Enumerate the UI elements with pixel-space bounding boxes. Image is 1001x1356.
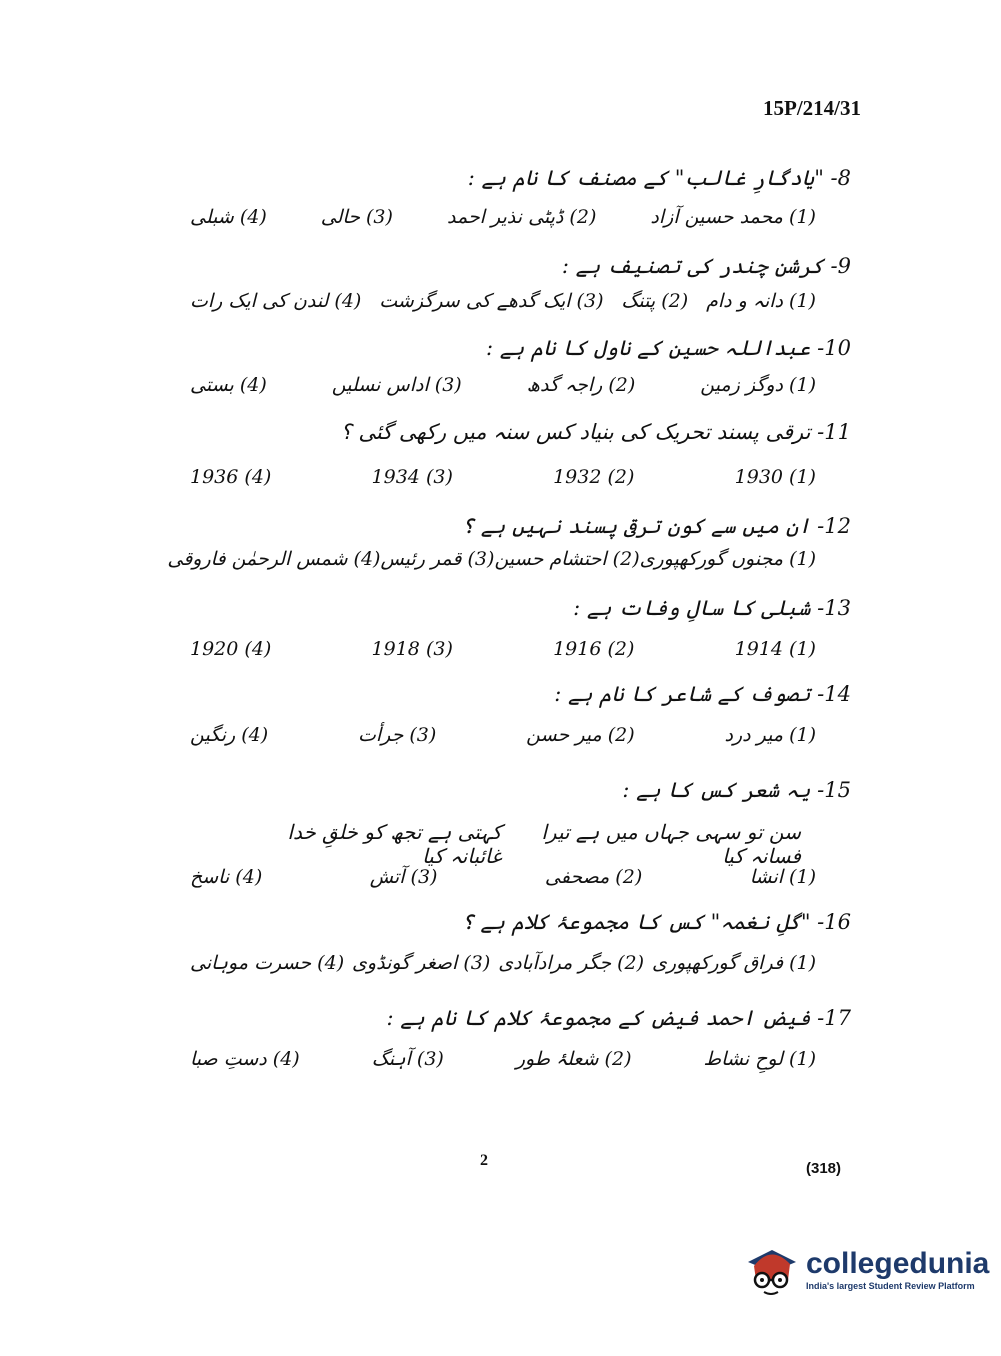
option: (2) شعلۂ طور	[515, 1048, 632, 1070]
question-12: 12- ان میں سے کون ترقی پسند نہیں ہے ؟	[461, 514, 851, 538]
question-11: 11- ترقی پسند تحریک کی بنیاد کس سنہ میں رکھی گئی ؟	[340, 420, 851, 444]
option: (3) 1934	[371, 466, 453, 488]
verse-line: کہتی ہے تجھ کو خلقِ خدا غائبانہ کیا	[287, 820, 502, 868]
option: (2) 1916	[553, 638, 635, 660]
option: (2) مصحفی	[544, 866, 643, 888]
option: (3) ایک گدھے کی سرگزشت	[379, 290, 604, 312]
option: (4) 1920	[190, 638, 272, 660]
option: (1) انشا	[749, 866, 816, 888]
question-14: 14- تصوف کے شاعر کا نام ہے :	[554, 682, 851, 706]
option: (4) حسرت موہانی	[190, 952, 345, 974]
option: (2) میر حسن	[526, 724, 635, 746]
student-mascot-icon	[742, 1240, 800, 1300]
question-15: 15- یہ شعر کس کا ہے :	[622, 778, 851, 802]
option: (3) جرأت	[357, 724, 437, 746]
question-8-options	[190, 206, 816, 228]
question-12-options	[167, 548, 816, 570]
option: (1) لوحِ نشاط	[703, 1048, 816, 1070]
question-10-options	[190, 374, 816, 396]
option: (4) رنگین	[190, 724, 269, 746]
question-9: 9- کرشن چندر کی تصنیف ہے :	[561, 254, 851, 278]
question-16-options	[190, 952, 816, 974]
option: (4) لندن کی ایک رات	[190, 290, 362, 312]
option: (1) محمد حسین آزاد	[650, 206, 816, 228]
question-17: 17- فیض احمد فیض کے مجموعۂ کلام کا نام ہے :	[386, 1006, 851, 1030]
option: (4) 1936	[190, 466, 272, 488]
question-9-options	[190, 290, 816, 312]
option: (3) اداس نسلیں	[331, 374, 462, 396]
option: (2) ڈپٹی نذیر احمد	[446, 206, 597, 228]
option: (3) اصغر گونڈوی	[352, 952, 491, 974]
option: (3) 1918	[371, 638, 453, 660]
option: (1) 1930	[734, 466, 816, 488]
question-15-verse	[241, 820, 801, 868]
option: (4) شمس الرحمٰن فاروقی	[167, 548, 381, 570]
option: (1) دوگز زمین	[700, 374, 816, 396]
verse-line: سن تو سہی جہاں میں ہے تیرا فسانہ کیا	[541, 820, 801, 868]
option: (2) پتنگ	[621, 290, 689, 312]
page-number: 2	[480, 1152, 488, 1169]
question-8: 8- "یادگارِ غالب" کے مصنف کا نام ہے :	[467, 166, 851, 190]
option: (1) مجنوں گورکھپوری	[639, 548, 816, 570]
form-code: (318)	[806, 1160, 842, 1177]
paper-code: 15P/214/31	[763, 96, 861, 120]
option: (3) قمر رئیس	[380, 548, 495, 570]
question-13-options	[190, 638, 816, 660]
watermark-brand: collegedunia	[806, 1247, 990, 1280]
option: (2) احتشام حسین	[494, 548, 640, 570]
option: (4) ناسخ	[190, 866, 263, 888]
option: (3) حالی	[320, 206, 393, 228]
option: (1) میر درد	[724, 724, 816, 746]
watermark-tagline: India's largest Student Review Platform	[806, 1281, 975, 1291]
option: (2) 1932	[553, 466, 635, 488]
option: (4) شبلی	[190, 206, 267, 228]
option: (1) 1914	[734, 638, 816, 660]
watermark[interactable]	[742, 1240, 989, 1300]
option: (4) دستِ صبا	[190, 1048, 300, 1070]
question-13: 13- شبلی کا سالِ وفات ہے :	[573, 596, 851, 620]
option: (1) دانہ و دام	[706, 290, 816, 312]
option: (4) بستی	[190, 374, 267, 396]
question-16: 16- "گلِ نغمہ" کس کا مجموعۂ کلام ہے ؟	[461, 910, 851, 934]
option: (3) آتش	[369, 866, 438, 888]
question-14-options	[190, 724, 816, 746]
question-10: 10- عبداللہ حسین کے ناول کا نام ہے :	[485, 336, 851, 360]
question-17-options	[190, 1048, 816, 1070]
question-15-options	[190, 866, 816, 888]
question-11-options	[190, 466, 816, 488]
option: (1) فراق گورکھپوری	[651, 952, 816, 974]
option: (2) جگر مرادآبادی	[498, 952, 645, 974]
option: (3) آہنگ	[371, 1048, 444, 1070]
option: (2) راجہ گدھ	[526, 374, 636, 396]
